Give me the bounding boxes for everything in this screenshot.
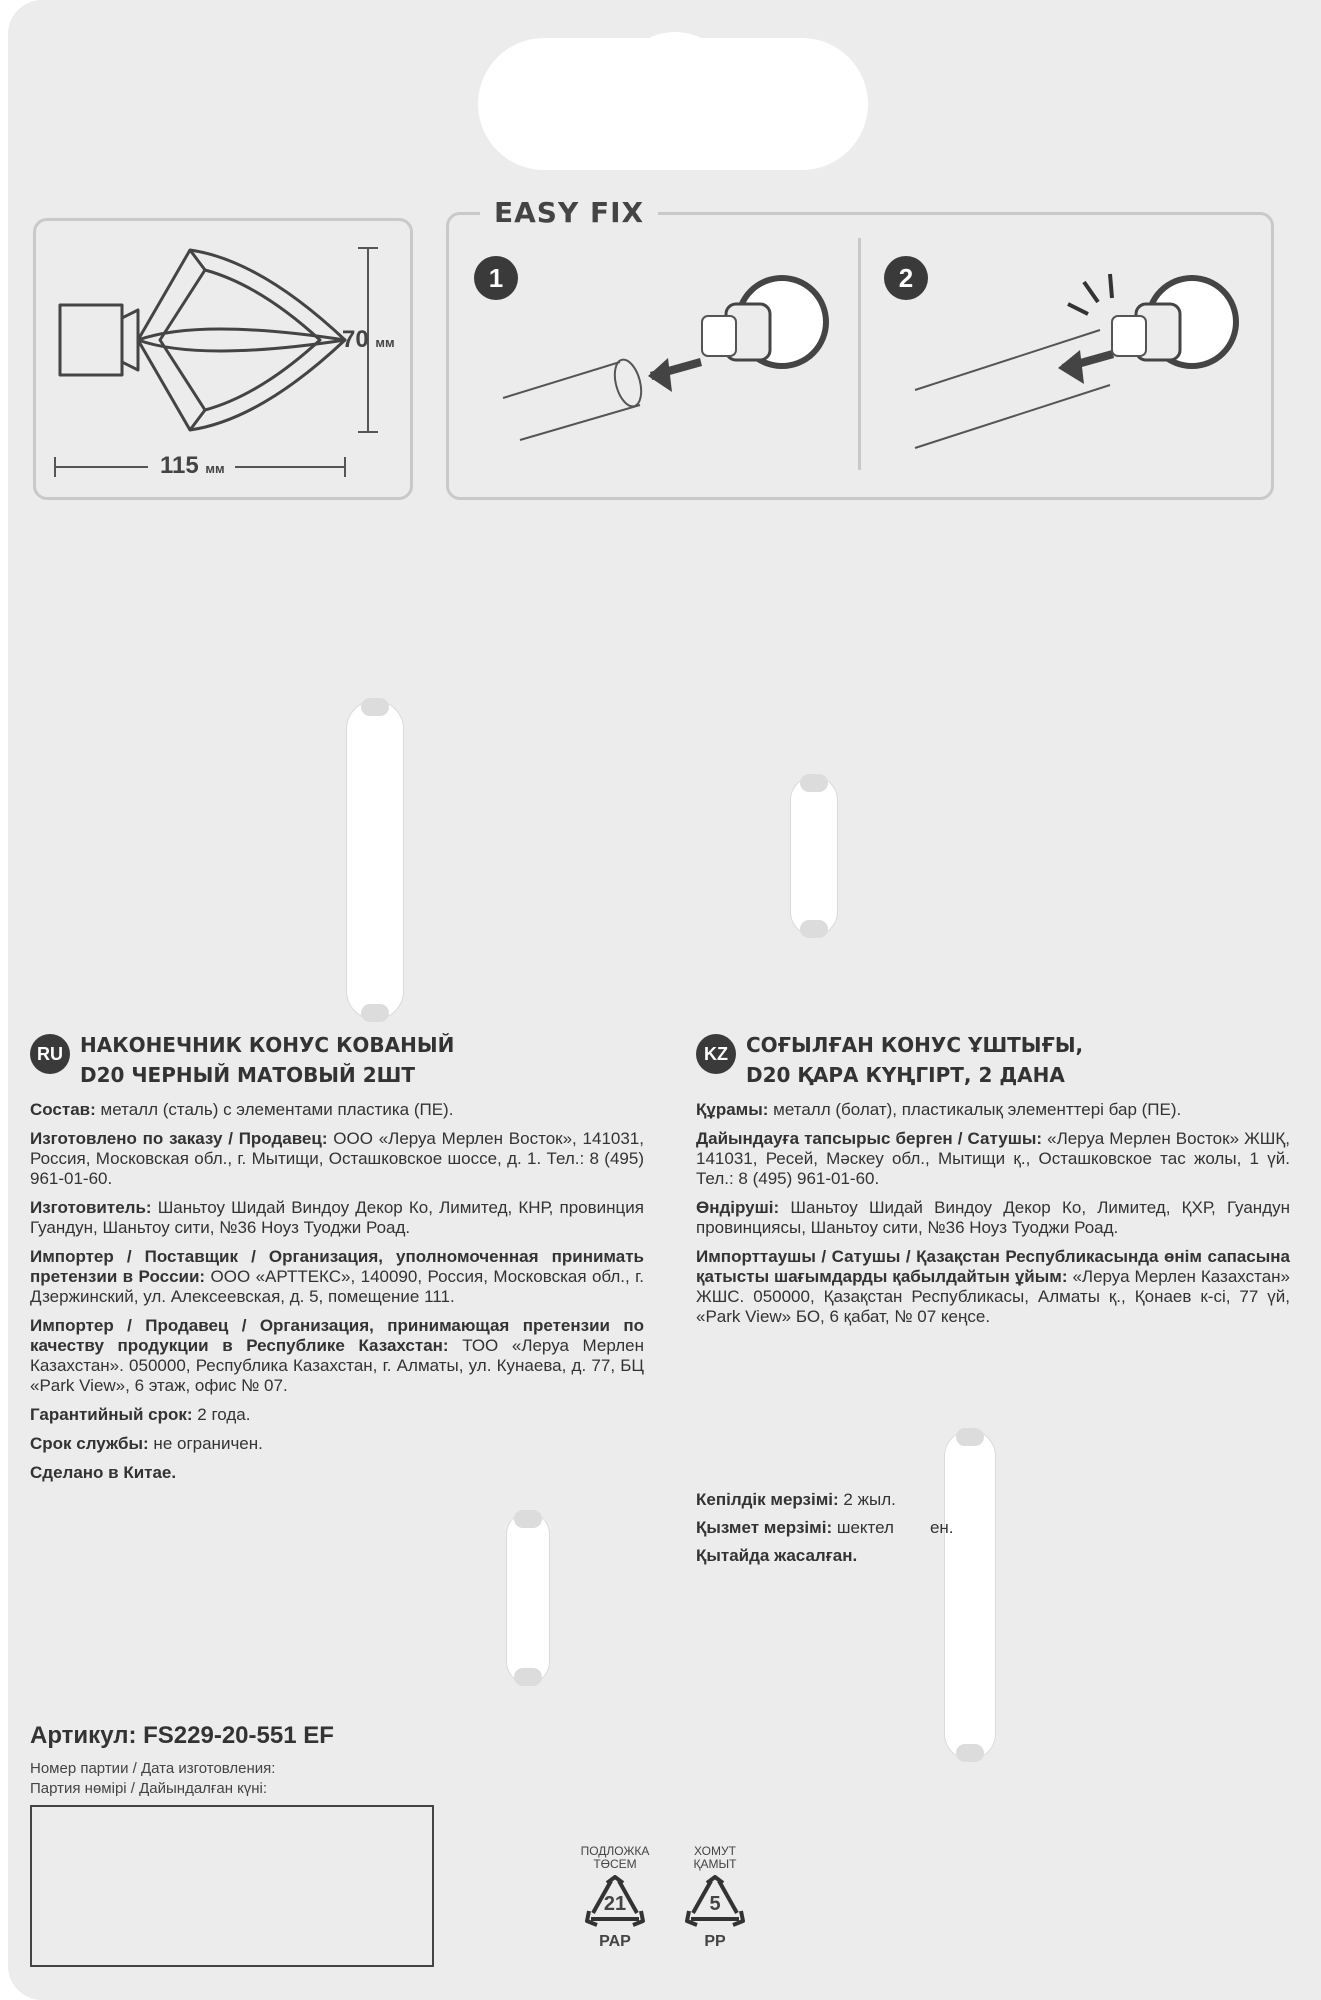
rod-icon [503,362,620,398]
width-dimension-label: 115 мм [160,452,225,479]
batch-label-kz: Партия нөмірі / Дайындалған күні: [30,1780,268,1797]
height-dimension-label: 70 мм [342,326,395,353]
article-number: Артикул: FS229-20-551 EF [30,1722,334,1749]
easy-fix-title: EASY FIX [480,196,658,229]
batch-label-ru: Номер партии / Дата изготовления: [30,1760,276,1777]
recycle-mark-backing: ПОДЛОЖКА ТӨСЕМ 21 PAP [580,1844,650,1950]
recycle-mark-clamp: ХОМУТ ҚАМЫТ 5 PP [670,1845,760,1951]
easy-fix-illustration [0,0,1321,520]
click-sparks-icon [1068,274,1112,314]
kz-product-terms: Кепілдік мерзімі: 2 жыл. Қызмет мерзімі: шектел ен. Қытайда жасалған. [696,1490,954,1565]
kz-product-info: Құрамы: металл (болат), пластикалық элементтері бар (ПЕ). Дайындауға тапсырыс берген / Сатушы: «Леруа Мерлен Восток» ЖШҚ, 141031, Ресей, Мәскеу обл., Мытищи қ., Осташковское тас жолы, 1 үй. Тел.: 8 (495) 961-01-60. Өндіруші: Шаньтоу Шидай Виндоу Декор Ко, Лимитед, ҚХР, Гуандун провинциясы, Шаньтоу сити, №36 Ноуз Туоджи Роад. Импорттаушы / Сатушы / Қазақстан Республикасында өнім сапасына қатысты шағымдарды қабылдайтын ұйым: «Леруа Мерлен Казахстан» ЖШС. 050000, Қазақстан Республикасы, Алматы қ., Қонаев к-сі, 77 үй, «Park View» БО, 6 қабат, № 07 кеңсе. [696,1100,1291,1326]
step-2-badge: 2 [884,256,928,300]
batch-date-field [30,1805,434,1967]
kz-product-title: СОҒЫЛҒАН КОНУС ҰШТЫҒЫ, D20 ҚАРА КҮҢГІРТ, 2 ДАНА [746,1033,1084,1087]
mount-slot [506,1512,550,1684]
finial-ball-icon [702,278,1236,366]
kz-language-badge: KZ [696,1034,736,1074]
ru-language-badge: RU [30,1034,70,1074]
mount-slot [790,776,838,936]
ru-product-info: Состав: металл (сталь) с элементами пластика (ПЕ). Изготовлено по заказу / Продавец: ООО «Леруа Мерлен Восток», 141031, Россия, Московская обл., г. Мытищи, Осташковское шоссе, д. 1. Тел.: 8 (495) 961-01-60. Изготовитель: Шаньтоу Шидай Виндоу Декор Ко, Лимитед, КНР, провинция Гуандун, Шаньтоу сити, №36 Ноуз Туоджи Роад. Импортер / Поставщик / Организация, уполномоченная принимать претензии в России: ООО «АРТТЕКС», 140090, Россия, Московская обл., г. Дзержинский, ул. Алексеевская, д. 5, помещение 111. Импортер / Продавец / Организация, принимающая претензии по качеству продукции в Республике Казахстан: ТОО «Леруа Мерлен Казахстан». 050000, Республика Казахстан, г. Алматы, ул. Кунаева, д. 77, БЦ «Park View», 6 этаж, офис № 07. Гарантийный срок: 2 года. Срок службы: не ограничен. Сделано в Китае. [30,1100,644,1482]
step-1-badge: 1 [474,256,518,300]
ru-product-title: НАКОНЕЧНИК КОНУС КОВАНЫЙ D20 ЧЕРНЫЙ МАТОВЫЙ 2ШТ [80,1033,455,1087]
mount-slot [944,1430,996,1760]
mount-slot [346,700,404,1020]
